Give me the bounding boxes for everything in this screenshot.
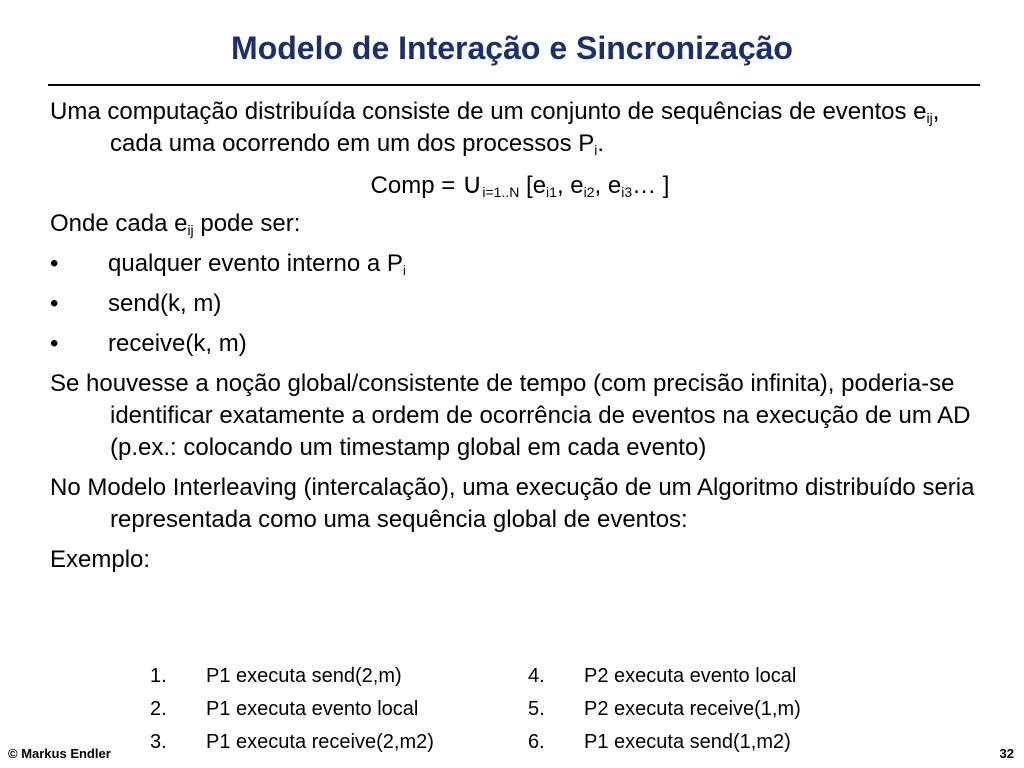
- union-subscript: i=1..N: [482, 184, 520, 200]
- example-column-left: [150, 664, 434, 763]
- onde-subscript: ij: [187, 222, 194, 238]
- intro-text: Uma computação distribuída consiste de um conjunto de sequências de eventos e: [50, 98, 927, 125]
- bullet-marker: •: [50, 250, 59, 277]
- bullet-item: [50, 288, 990, 320]
- example-text: P1 executa receive(2,m2): [206, 731, 434, 753]
- formula-subscript: i1: [546, 184, 557, 200]
- slide-title: Modelo de Interação e Sincronização: [231, 30, 793, 66]
- formula-text: [e: [519, 172, 547, 199]
- example-number: 5.: [528, 698, 545, 720]
- intro-text-suffix: .: [597, 130, 605, 157]
- example-number: 1.: [150, 665, 167, 687]
- intro-text-middle: , cada uma ocorrendo em um dos processos P: [110, 98, 940, 157]
- bullet-subscript: i: [402, 262, 407, 278]
- example-number: 2.: [150, 698, 167, 720]
- interleaving-paragraph: No Modelo Interleaving (intercalação), uma execução de um Algoritmo distribuído seria representada como uma sequência global de eventos:: [50, 474, 975, 533]
- slide-body: [50, 96, 990, 576]
- union-symbol: ∪: [461, 168, 483, 199]
- bullet-marker: •: [50, 330, 59, 357]
- onde-text-suffix: pode ser:: [193, 210, 301, 237]
- formula-subscript: i3: [621, 184, 633, 200]
- example-text: P2 executa receive(1,m): [584, 698, 801, 720]
- example-column-right: [528, 664, 801, 763]
- bullet-text: receive(k, m): [108, 330, 247, 357]
- example-item: [528, 664, 801, 697]
- title-rule: [48, 84, 980, 86]
- example-text: P1 executa evento local: [206, 698, 419, 720]
- onde-paragraph: [50, 208, 990, 240]
- formula-text: … ]: [632, 172, 670, 199]
- time-paragraph: Se houvesse a noção global/consistente de tempo (com precisão infinita), poderia-se identificar exatamente a ordem de ocorrência de eventos na execução de um AD (p.ex.: colocando um timestamp global em cada evento): [50, 370, 971, 461]
- intro-subscript-i: i: [594, 142, 598, 158]
- onde-text: Onde cada e: [50, 210, 188, 237]
- bullet-text: qualquer evento interno a P: [108, 250, 403, 277]
- example-item: [528, 697, 801, 730]
- formula-text: , e: [594, 172, 622, 199]
- example-item: [150, 697, 434, 730]
- comp-formula: [50, 168, 990, 202]
- intro-subscript-ij: ij: [926, 110, 933, 126]
- example-number: 6.: [528, 731, 545, 753]
- bullet-item: [50, 248, 990, 280]
- example-item: [150, 730, 434, 763]
- bullet-item: [50, 328, 990, 360]
- bullet-marker: •: [50, 290, 59, 317]
- example-text: P1 executa send(2,m): [206, 665, 402, 687]
- exemplo-label: Exemplo:: [50, 546, 151, 573]
- footer-author: © Markus Endler: [8, 746, 111, 761]
- example-text: P1 executa send(1,m2): [584, 731, 791, 753]
- formula-subscript: i2: [583, 184, 595, 200]
- page-number: 32: [999, 746, 1014, 761]
- formula-text: , e: [556, 172, 584, 199]
- example-number: 4.: [528, 665, 545, 687]
- intro-paragraph: [50, 96, 990, 160]
- bullet-text: send(k, m): [108, 290, 222, 317]
- example-number: 3.: [150, 731, 167, 753]
- example-text: P2 executa evento local: [584, 665, 797, 687]
- formula-lhs: Comp =: [370, 172, 462, 199]
- example-item: [528, 730, 801, 763]
- example-item: [150, 664, 434, 697]
